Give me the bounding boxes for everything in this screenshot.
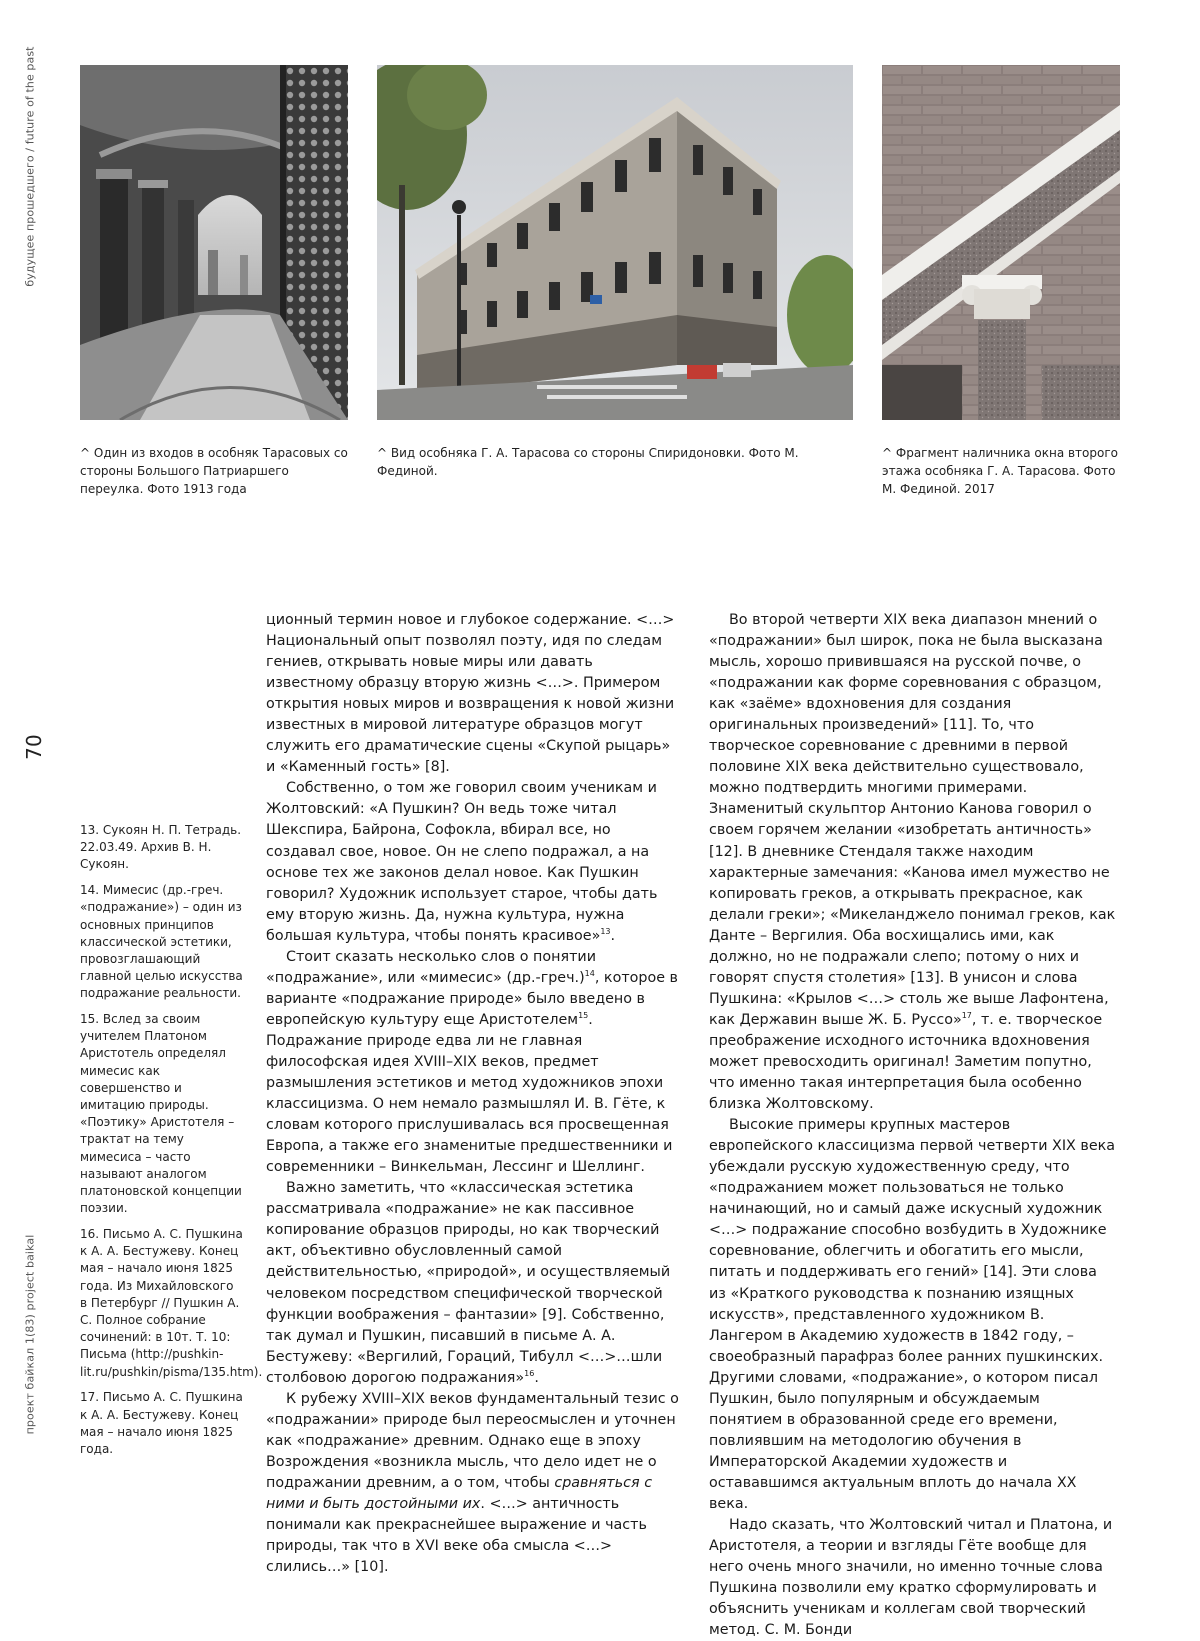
journal-title: проект байкал 1(83) project baikal: [23, 1234, 37, 1435]
body-column-middle: [266, 610, 680, 1578]
running-head: будущее прошедшего / future of the past: [23, 46, 37, 287]
photo-window-fragment: [882, 65, 1120, 420]
body-column-right: [709, 610, 1117, 1641]
paragraph: Стоит сказать несколько слов о понятии «подражание», или «мимесис» (др.-греч.)$^{14}$, которое в варианте «подражание природе» было введено в европейскую культуру еще Аристотелем$^{15}$. Подражание природе едва ли не главная философская идея XVIII–XIX веков, предмет размышления эстетиков и метод художников эпохи классицизма. О нем немало размышлял И. В. Гёте, к словам которого прислушивалась вся просвещенная Европа, а также его знаменитые предшественники и современники – Винкельман, Лессинг и Шеллинг.: [266, 948, 678, 1176]
paragraph: Собственно, о том же говорил своим ученикам и Жолтовский: «А Пушкин? Он ведь тоже читал Шекспира, Байрона, Софокла, вбирал все, но создавал свое, новое. Он не слепо подражал, а на основе тех же законов делал новое. Как Пушкин говорил? Художник использует старое, чтобы дать ему вторую жизнь. Да, нужна культура, нужна большая культура, чтобы понять красивое»$^{13}$.: [266, 780, 658, 944]
footnotes: [80, 822, 263, 1467]
footnote: 13. Сукоян Н. П. Тетрадь. 22.03.49. Архив В. Н. Сукоян.: [80, 823, 242, 872]
photo-entrance-1913: [80, 65, 348, 420]
paragraph: К рубежу XVIII–XIX веков фундаментальный тезис о «подражании» природе был переосмыслен и уточнен как «подражание» древним. Однако еще в эпоху Возрождения «возникла мысль, что дело идет не о подражании древним, а о том, чтобы сравняться с ними и быть достойными их. <…> античность понимали как прекраснейшее выражение и часть природы, так что в XVI веке оба смысла <…> слились…» [10].: [266, 1390, 679, 1576]
paragraph: Важно заметить, что «классическая эстетика рассматривала «подражание» не как пассивное копирование образцов природы, но как творческий акт, объективно обусловленный самой действительностью, «природой», и осуществляемый человеком посредством специфической творческой функции воображения – фантазии» [9]. Собственно, так думал и Пушкин, писавший в письме А. А. Бестужеву: «Вергилий, Гораций, Тибулл <…>…шли столбовою дорогою подражания»$^{16}$.: [266, 1180, 671, 1386]
paragraph: Высокие примеры крупных мастеров европейского классицизма первой четверти XIX века убеждали русскую художественную среду, что «подражанием может пользоваться не только начинающий, но и самый даже искусный художник <…> подражание способно возбудить в Художнике соревнование, облегчить и обогатить его мысли, питать и поддерживать его гений» [14]. Эти слова из «Краткого руководства к познанию изящных искусств», представленного художником В. Лангером в Академию художеств в 1842 году, – своеобразный парафраз более ранних пушкинских. Другими словами, «подражание», о котором писал Пушкин, было популярным и обсуждаемым понятием в образованной среде его времени, повлиявшим на методологию обучения в Императорской Академии художеств и остававшимся актуальным вплоть до начала XX века.: [709, 1117, 1116, 1512]
photo-caption: ^ Один из входов в особняк Тарасовых со стороны Большого Патриаршего переулка. Фото 1913 года: [80, 446, 348, 496]
page-number: 70: [22, 734, 46, 760]
footnote: 16. Письмо А. С. Пушкина к А. А. Бестужеву. Конец мая – начало июня 1825 года. Из Михайловского в Петербург // Пушкин А. С. Полное собрание сочинений: в 10т. Т. 10: Письма (http://pushkin-lit.ru/pushkin/pisma/135.htm).: [80, 1226, 263, 1379]
paragraph: ционный термин новое и глубокое содержание. <…> Национальный опыт позволял поэту, идя по следам гениев, открывать новые миры или давать известному образцу вторую жизнь <…>. Примером открытия новых миров и возвращения к новой жизни известных в мировой литературе образцов могут служить его драматические сцены «Скупой рыцарь» и «Каменный гость» [8].: [266, 612, 675, 776]
footnote: 15. Вслед за своим учителем Платоном Аристотель определял мимесис как совершенство и имитацию природы. «Поэтику» Аристотеля – трактат на тему мимесиса – часто называют аналогом платоновской концепции поэзии.: [80, 1012, 242, 1216]
photo-caption: ^ Фрагмент наличника окна второго этажа особняка Г. А. Тарасова. Фото М. Фединой. 2017: [882, 446, 1118, 496]
paragraph: Во второй четверти XIX века диапазон мнений о «подражании» был широк, пока не была высказана мысль, хорошо привившаяся на русской почве, о «подражании как форме соревнования с образцом, как «заёме» вдохновения для создания оригинальных произведений» [11]. То, что творческое соревнование с древними в первой половине XIX века действительно существовало, можно подтвердить многими примерами. Знаменитый скульптор Антонио Канова говорил о своем горячем желании «изобретать античность» [12]. В дневнике Стендаля также находим характерные замечания: «Канова имел мужество не копировать греков, а открывать прекрасное, как делали греки»; «Микеланджело понимал греков, как Данте – Вергилия. Оба восхищались ими, как должно, но не подражали слепо; потому о них и говорят спустя столетия» [13]. В унисон и слова Пушкина: «Крылов <…> столь же выше Лафонтена, как Державин выше Ж. Б. Руссо»$^{17}$, т. е. творческое преображение исходного источника вдохновения может превосходить оригинал! Заметим попутно, что именно такая интерпретация была особенно близка Жолтовскому.: [709, 612, 1116, 1113]
footnote: 17. Письмо А. С. Пушкина к А. А. Бестужеву. Конец мая – начало июня 1825 года.: [80, 1390, 243, 1456]
photo-mansion-spiridonovka: [377, 65, 853, 420]
footnote: 14. Мимесис (др.-греч. «подражание») – один из основных принципов классической эстетики, провозглашающий главной целью искусства подражание реальности.: [80, 883, 243, 1001]
paragraph: Надо сказать, что Жолтовский читал и Платона, и Аристотеля, а теории и взгляды Гёте вообще для него очень много значили, но именно точные слова Пушкина позволили ему кратко сформулировать и объяснить ученикам и коллегам свой творческий метод. С. М. Бонди: [709, 1517, 1113, 1639]
photo-caption: ^ Вид особняка Г. А. Тарасова со стороны Спиридоновки. Фото М. Фединой.: [377, 446, 799, 478]
